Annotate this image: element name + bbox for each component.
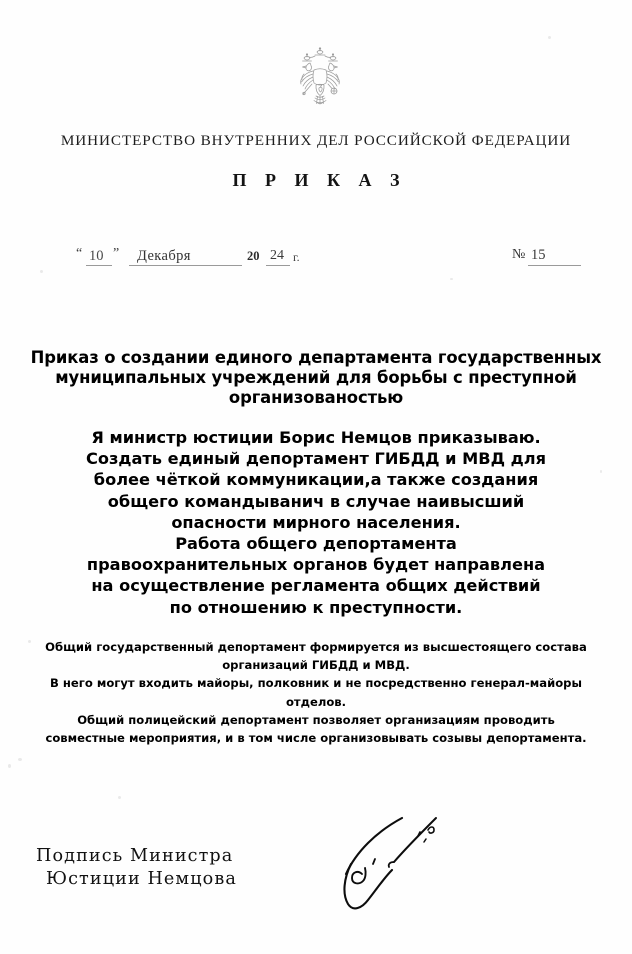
month-field[interactable]: Декабря [137,248,191,264]
order-number-field[interactable]: 15 [531,247,546,263]
handwritten-signature-icon [332,812,454,916]
detail-line: Общий полицейский депортамент позволяет организациям проводить [77,712,555,727]
title-line: Приказ о создании единого департамента государственных [30,348,602,367]
signature-label [36,845,336,891]
day-rule-line [86,265,112,266]
month-rule-line [129,265,242,266]
body-line: более чёткой коммуникации,а также создания [93,470,539,490]
day-field[interactable]: 10 [89,248,104,264]
detail-line: совместные мероприятия, и в том числе организовывать созывы депортамента. [45,731,587,746]
detail-line: Общий государственный депортамент формируется из высшестоящего состава [45,640,587,654]
russian-coat-of-arms-icon [294,46,346,112]
document-type-heading: П Р И К А З [232,170,407,190]
quote-close: ” [113,246,120,261]
detail-line: отделов. [285,694,347,709]
body-line: Создать единый депортамент ГИБДД и МВД для [86,449,546,469]
year-suffix-field[interactable]: 24 [270,248,284,263]
order-body-text [24,427,608,618]
year-prefix: 20 [247,249,260,263]
order-details-text [24,638,608,747]
quote-open: “ [76,246,83,261]
signature-label-line2: Юстиции Немцова [46,869,237,889]
paper-speck [118,796,121,799]
paper-speck [548,36,551,39]
body-line: на осуществление регламента общих действий [91,576,541,596]
paper-speck [450,278,453,280]
year-abbreviation: г. [293,250,300,264]
ministry-heading: МИНИСТЕРСТВО ВНУТРЕННИХ ДЕЛ РОССИЙСКОЙ ФЕДЕРАЦИИ [60,132,572,149]
body-line: Работа общего депортамента [175,534,457,554]
date-and-number-row [0,245,632,271]
signature-label-line1: Подпись Министра [36,846,234,866]
paper-speck [18,758,22,761]
body-line: Я министр юстиции Борис Немцов приказываю. [91,428,541,447]
year-rule-line [266,265,290,266]
body-line: общего командыванич в случае наивысший [107,491,525,511]
number-rule-line [528,265,581,266]
detail-line: организаций ГИБДД и МВД. [222,658,410,673]
body-line: правоохранительных органов будет направлена [86,555,546,575]
document-title [24,348,608,408]
title-line: муниципальных учреждений для борьбы с преступной [55,368,577,387]
number-symbol: № [512,247,526,262]
paper-speck [8,764,11,768]
detail-line: В него могут входить майоры, полковник и не посредственно генерал-майоры [50,676,582,691]
body-line: опасности мирного населения. [171,512,461,532]
title-line: организованостью [228,388,404,407]
body-line: по отношению к преступности. [169,597,463,617]
